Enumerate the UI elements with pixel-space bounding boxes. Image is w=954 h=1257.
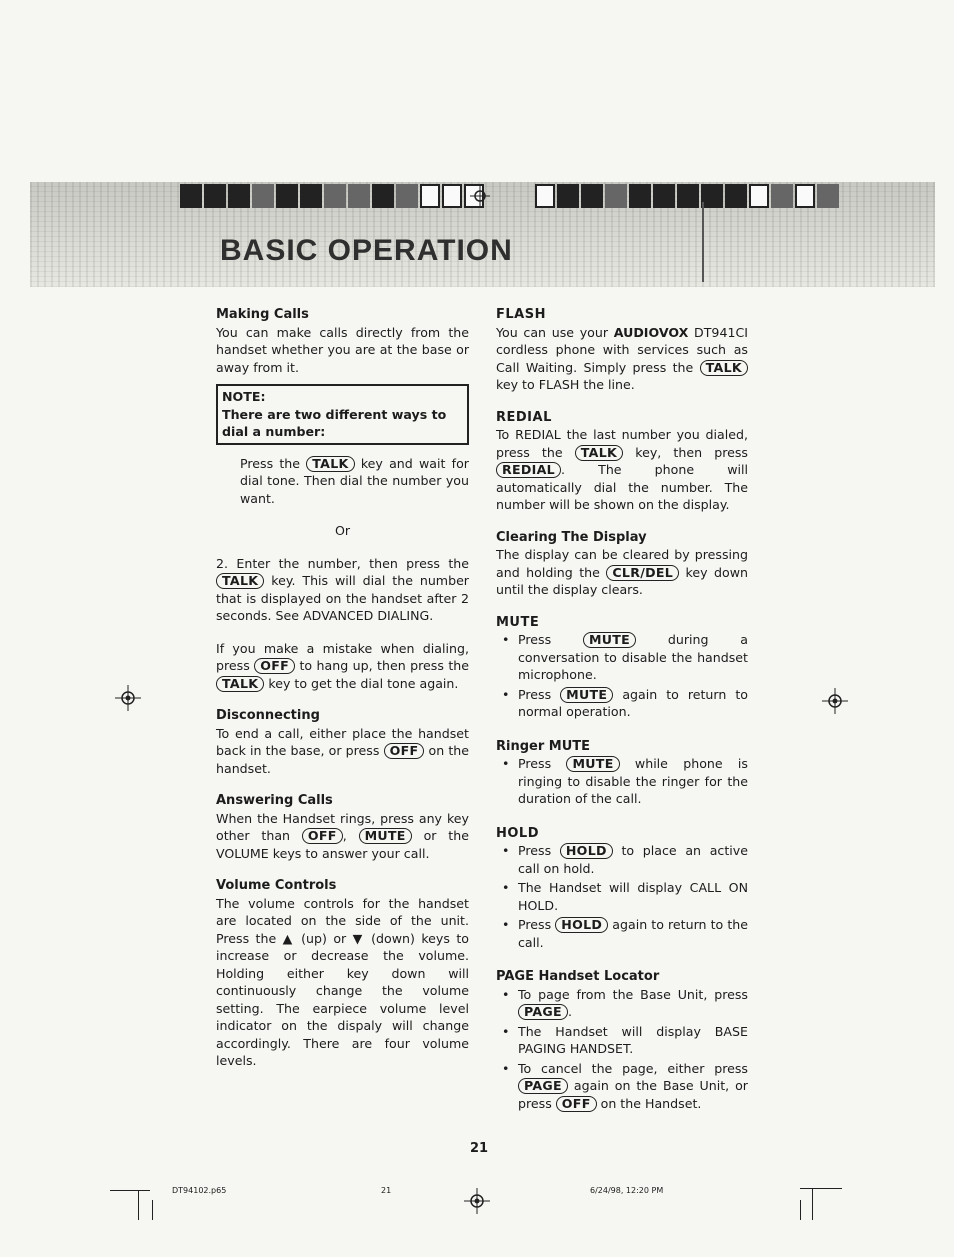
page-locator-heading: PAGE Handset Locator <box>496 969 660 984</box>
right-column <box>496 306 748 1114</box>
talk-key: TALK <box>700 360 748 376</box>
page-locator-list <box>496 986 748 1113</box>
mute-key: MUTE <box>359 828 412 844</box>
redial-text: To REDIAL the last number you dialed, press the TALK key, then press REDIAL . The phone will automatically dial the number. The number will be shown on the display. <box>496 427 748 512</box>
making-calls-heading: Making Calls <box>216 307 309 322</box>
talk-key: TALK <box>575 445 623 461</box>
method-one-text: Press the TALK key and wait for dial tone. Then dial the number you want. <box>240 455 469 506</box>
making-calls-text: You can make calls directly from the handset whether you are at the base or away from it. <box>216 324 469 375</box>
list-item: • To page from the Base Unit, press PAGE . <box>518 986 748 1021</box>
disconnecting-heading: Disconnecting <box>216 708 320 723</box>
list-item: • Press MUTE again to return to normal operation. <box>518 686 748 721</box>
clr-del-key: CLR/DEL <box>606 565 679 581</box>
disconnecting-text: To end a call, either place the handset back in the base, or press OFF on the handset. <box>216 725 470 776</box>
list-item: • Press MUTE while phone is ringing to disable the ringer for the duration of the call. <box>518 755 748 808</box>
talk-key: TALK <box>216 676 264 692</box>
mute-list <box>496 631 748 721</box>
volume-controls-heading: Volume Controls <box>216 878 337 893</box>
hold-list <box>496 842 748 951</box>
page-key: PAGE <box>518 1078 568 1094</box>
list-item: • Press HOLD again to return to the call. <box>518 916 748 951</box>
mute-key: MUTE <box>583 632 636 648</box>
hold-key: HOLD <box>560 843 613 859</box>
mute-key: MUTE <box>560 687 613 703</box>
method-two-text: 2. Enter the number, then press the TALK key. This will dial the number that is displayed on the handset after 2 seconds. See ADVANCED DIALING. <box>216 555 469 623</box>
redial-heading: REDIAL <box>496 409 552 425</box>
footer-filename: DT94102.p65 <box>172 1186 227 1195</box>
clearing-display-heading: Clearing The Display <box>496 529 647 545</box>
note-text: There are two different ways to dial a number: <box>222 406 447 439</box>
volume-up-icon: ▲ <box>282 930 295 946</box>
registration-bar-right <box>535 184 839 208</box>
left-column <box>216 306 469 1070</box>
crop-mark <box>800 1200 801 1220</box>
hold-key: HOLD <box>555 917 608 933</box>
registration-mark-icon <box>464 1188 490 1214</box>
off-key: OFF <box>302 828 343 844</box>
registration-mark-icon <box>115 685 141 711</box>
crop-mark <box>800 1188 842 1189</box>
crop-mark <box>812 1188 813 1220</box>
registration-bar-left <box>180 184 484 208</box>
off-key: OFF <box>556 1096 597 1112</box>
banner-divider <box>702 202 704 282</box>
hold-heading: HOLD <box>496 825 540 841</box>
list-item: • The Handset will display BASE PAGING HANDSET. <box>518 1023 748 1058</box>
crop-mark <box>110 1190 150 1191</box>
section-banner <box>30 182 935 287</box>
registration-mark-icon <box>822 688 848 714</box>
mute-heading: MUTE <box>496 614 540 630</box>
note-box <box>216 384 469 445</box>
mute-key: MUTE <box>566 756 619 772</box>
off-key: OFF <box>254 658 295 674</box>
or-text: Or <box>334 523 351 538</box>
redial-key: REDIAL <box>496 462 561 478</box>
list-item: • The Handset will display CALL ON HOLD. <box>518 879 748 914</box>
volume-controls-text: The volume controls for the handset are located on the side of the unit. Press the ▲ (up) or ▼ (down) keys to increase or decrease the volume. Holding either key down will continuously change the volume setting. The earpiece volume level indicator on the dispaly will change accordingly. There are four volume levels. <box>216 895 469 1068</box>
clearing-display-text: The display can be cleared by pressing and holding the CLR/DEL key down until the display clears. <box>496 547 748 597</box>
ringer-mute-list <box>496 755 748 808</box>
mistake-text: If you make a mistake when dialing, press OFF to hang up, then press the TALK key to get the dial tone again. <box>216 640 469 691</box>
off-key: OFF <box>384 743 425 759</box>
crop-mark <box>152 1200 153 1220</box>
list-item: • Press MUTE during a conversation to disable the handset microphone. <box>518 631 748 684</box>
talk-key: TALK <box>306 456 354 472</box>
crosshair-icon <box>470 186 490 206</box>
ringer-mute-heading: Ringer MUTE <box>496 738 591 754</box>
answering-calls-heading: Answering Calls <box>216 793 333 808</box>
flash-text: You can use your AUDIOVOX DT941CI cordless phone with services such as Call Waiting. Simply press the TALK key to FLASH the line. <box>496 324 748 392</box>
volume-down-icon: ▼ <box>352 930 365 946</box>
note-label: NOTE: <box>222 389 266 404</box>
footer-date: 6/24/98, 12:20 PM <box>590 1186 664 1195</box>
page-key: PAGE <box>518 1004 568 1020</box>
brand-name: AUDIOVOX <box>613 324 689 340</box>
answering-calls-text: When the Handset rings, press any key other than OFF , MUTE or the VOLUME keys to answer your call. <box>216 810 469 861</box>
flash-heading: FLASH <box>496 307 546 322</box>
crop-mark <box>138 1190 139 1220</box>
list-item: • Press HOLD to place an active call on hold. <box>518 842 748 877</box>
footer-page: 21 <box>381 1186 392 1195</box>
talk-key: TALK <box>216 573 264 589</box>
page-number: 21 <box>470 1141 489 1156</box>
list-item: • To cancel the page, either press PAGE again on the Base Unit, or press OFF on the Handset. <box>518 1060 748 1113</box>
page-title: BASIC OPERATION <box>220 234 513 267</box>
